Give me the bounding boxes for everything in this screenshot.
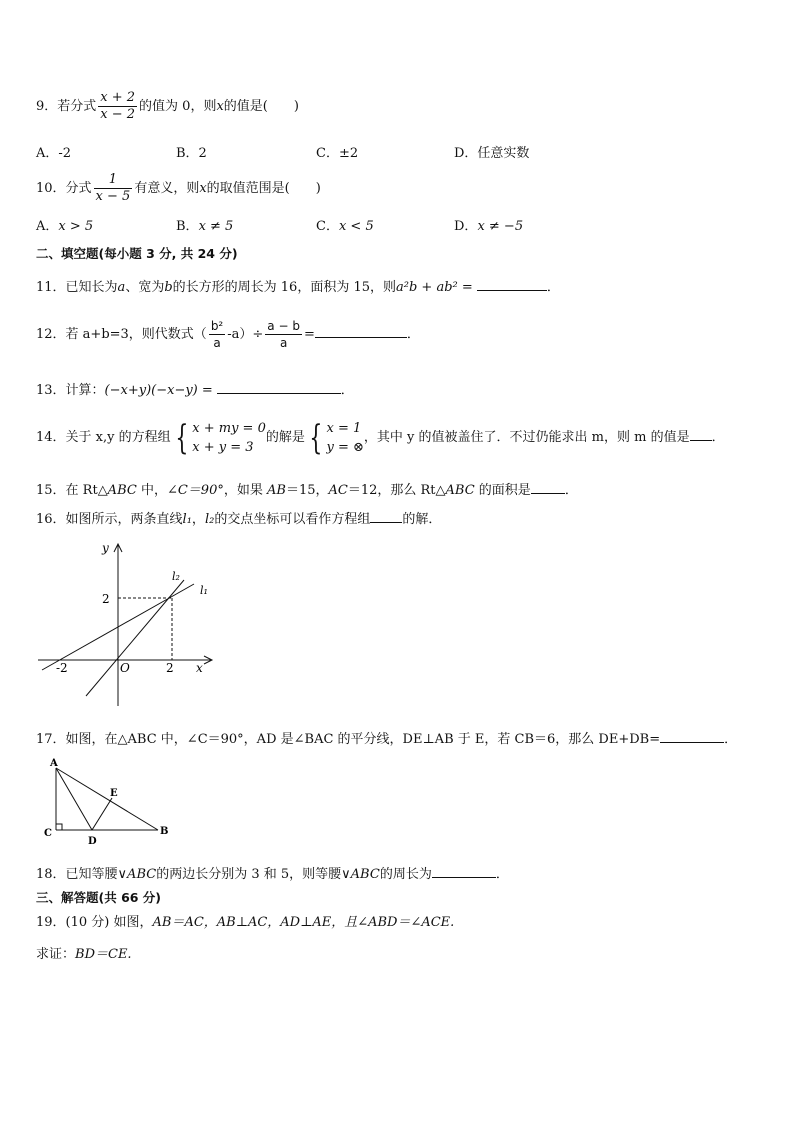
q12-p2: -a）÷ bbox=[227, 327, 264, 342]
q11-stem bbox=[36, 276, 560, 297]
segment-DE bbox=[92, 798, 112, 830]
q9-fraction bbox=[98, 90, 137, 123]
q9-prefix: 9．若分式 bbox=[36, 99, 97, 114]
q10-option-a[interactable] bbox=[36, 218, 93, 236]
q9-option-b[interactable]: B．2 bbox=[176, 146, 207, 161]
q16-answer-blank[interactable] bbox=[370, 508, 402, 523]
q15-tri: △ABC bbox=[97, 483, 137, 498]
q19-p1: 19．(10 分) 如图， bbox=[36, 915, 153, 930]
q11-a: a bbox=[117, 280, 126, 295]
l2-label: l₂ bbox=[172, 570, 180, 583]
q10-var: x bbox=[199, 181, 207, 196]
segment-AD bbox=[56, 768, 92, 830]
q15-answer-blank[interactable] bbox=[531, 479, 565, 494]
q19-proof-statement: BD＝CE. bbox=[75, 947, 132, 962]
q18-tri2: ∨ABC bbox=[341, 867, 380, 882]
q15-ac: AC bbox=[328, 483, 348, 498]
q10-option-d-label: D． bbox=[454, 219, 478, 234]
q12-f2-denominator: a bbox=[279, 336, 288, 350]
q10-denominator: x − 5 bbox=[95, 189, 131, 204]
q10-option-d-math: x ≠ −5 bbox=[477, 219, 524, 234]
q12-f2-numerator: a − b bbox=[267, 319, 300, 333]
q9-option-a[interactable]: A．-2 bbox=[36, 146, 72, 161]
q12-fraction-2 bbox=[265, 318, 302, 351]
right-angle-icon bbox=[56, 824, 62, 830]
q10-option-c-math: x < 5 bbox=[338, 219, 374, 234]
q16-l1: l₁ bbox=[182, 512, 192, 527]
q15-cond: ∠C＝90° bbox=[166, 483, 224, 498]
q9-var: x bbox=[216, 99, 224, 114]
q16-l2: l₂ bbox=[204, 512, 215, 527]
q14-eq1: x + my = 0 bbox=[192, 420, 266, 436]
q15-stem bbox=[36, 479, 578, 500]
q10-option-c-label: C． bbox=[316, 219, 339, 234]
x-axis-label: x bbox=[196, 661, 203, 675]
q13-stem bbox=[36, 379, 354, 400]
q15-tri2: △ABC bbox=[435, 483, 475, 498]
q10-option-b-label: B． bbox=[176, 219, 199, 234]
q11-b: b bbox=[164, 280, 173, 295]
q10-numerator: 1 bbox=[94, 172, 133, 189]
q18-p2: 的两边长分别为 3 和 5，则等腰 bbox=[156, 867, 342, 882]
q14-p1: 14．关于 x,y 的方程组 bbox=[36, 430, 171, 445]
q17-end: ． bbox=[724, 732, 738, 747]
line-l2 bbox=[86, 580, 184, 696]
q13-end: ． bbox=[340, 383, 354, 398]
q17-text: 17．如图，在△ABC 中，∠C＝90°，AD 是∠BAC 的平分线，DE⊥AB 于 E，若 CB＝6，那么 DE+DB= bbox=[36, 732, 661, 747]
q13-answer-blank[interactable] bbox=[217, 379, 341, 394]
q10-option-a-math: x > 5 bbox=[58, 219, 94, 234]
q13-expr: (−x+y)(−x−y) = bbox=[104, 383, 213, 398]
q12-p1: 12．若 a+b=3，则代数式（ bbox=[36, 327, 207, 342]
q12-answer-blank[interactable] bbox=[315, 323, 407, 338]
q9-stem bbox=[36, 90, 299, 123]
q19-stem bbox=[36, 914, 454, 932]
q17-stem bbox=[36, 728, 737, 749]
q10-suffix: 的取值范围是( ) bbox=[206, 181, 321, 196]
q12-f1-numerator: b² bbox=[210, 319, 224, 333]
q9-numerator: x + 2 bbox=[100, 90, 136, 105]
q10-stem bbox=[36, 172, 321, 205]
q9-suffix: 的值是( ) bbox=[223, 99, 299, 114]
q14-s1: x = 1 bbox=[326, 420, 362, 436]
q11-answer-blank[interactable] bbox=[477, 276, 547, 291]
section2-title: 二、填空题(每小题 3 分, 共 24 分) bbox=[36, 246, 238, 261]
y-tick-2: 2 bbox=[102, 592, 110, 606]
q19-proof bbox=[36, 946, 132, 964]
q10-option-b-math: x ≠ 5 bbox=[198, 219, 234, 234]
q16-stem bbox=[36, 508, 441, 529]
q12-p3: = bbox=[303, 327, 315, 342]
q14-s2: y = ⊗ bbox=[326, 439, 364, 455]
q10-option-d[interactable] bbox=[454, 218, 523, 236]
q13-p1: 13．计算： bbox=[36, 383, 105, 398]
q11-p4: = bbox=[457, 280, 477, 295]
q19-cond: AB＝AC，AB⊥AC，AD⊥AE，且∠ABD＝∠ACE. bbox=[152, 915, 455, 930]
q9-mid: 的值为 0，则 bbox=[139, 99, 217, 114]
q16-p2: 的交点坐标可以看作方程组 bbox=[214, 512, 371, 527]
q18-tri: ∨ABC bbox=[117, 867, 157, 882]
q9-option-c[interactable]: C．±2 bbox=[316, 146, 359, 161]
q19-proof-label: 求证： bbox=[36, 947, 76, 962]
q14-p2: 的解是 bbox=[265, 430, 305, 445]
vertex-D: D bbox=[88, 836, 97, 847]
l1-label: l₁ bbox=[200, 584, 208, 597]
q14-brace-1: { bbox=[174, 417, 188, 458]
q11-expr: a²b + ab² bbox=[396, 280, 458, 295]
q14-solution bbox=[327, 419, 364, 457]
q11-p3: 的长方形的周长为 16，面积为 15，则 bbox=[172, 280, 397, 295]
q18-stem bbox=[36, 863, 509, 884]
q17-figure bbox=[38, 756, 178, 848]
x-tick-2: 2 bbox=[166, 661, 174, 675]
q18-end: ． bbox=[495, 867, 509, 882]
vertex-C: C bbox=[44, 828, 52, 839]
side-AB bbox=[56, 768, 158, 830]
q16-p3: 的解． bbox=[402, 512, 442, 527]
q15-p2: 中， bbox=[136, 483, 167, 498]
q11-p1: 11．已知长为 bbox=[36, 280, 118, 295]
q10-option-c[interactable] bbox=[316, 218, 374, 236]
q12-stem bbox=[36, 318, 420, 351]
q15-p1: 15．在 Rt bbox=[36, 483, 98, 498]
y-axis-label: y bbox=[102, 541, 109, 555]
q18-p3: 的周长为 bbox=[379, 867, 432, 882]
q11-p2: 、宽为 bbox=[125, 280, 165, 295]
q14-answer-blank[interactable] bbox=[690, 426, 712, 441]
q14-p3: ，其中 y 的值被盖住了．不过仍能求出 m，则 m 的值是 bbox=[363, 430, 690, 445]
vertex-A: A bbox=[50, 758, 58, 769]
q12-f1-denominator: a bbox=[213, 336, 221, 350]
q16-comma: ， bbox=[191, 512, 205, 527]
q14-system bbox=[192, 419, 266, 457]
q10-option-a-label: A． bbox=[36, 219, 59, 234]
q10-mid: 有意义，则 bbox=[134, 181, 200, 196]
q14-eq2: x + y = 3 bbox=[192, 439, 254, 455]
q15-p6: 的面积是 bbox=[474, 483, 531, 498]
q10-option-b[interactable] bbox=[176, 218, 233, 236]
q11-end: ． bbox=[546, 280, 560, 295]
q18-answer-blank[interactable] bbox=[432, 863, 496, 878]
q14-brace-2: { bbox=[309, 417, 323, 458]
q15-p4: ＝15， bbox=[285, 483, 329, 498]
x-tick-neg2: -2 bbox=[56, 661, 68, 675]
q15-end: ． bbox=[564, 483, 578, 498]
origin-label: O bbox=[120, 661, 130, 675]
q15-ab: AB bbox=[267, 483, 286, 498]
q10-fraction bbox=[94, 172, 133, 205]
q15-p3: ，如果 bbox=[223, 483, 267, 498]
q18-p1: 18．已知等腰 bbox=[36, 867, 118, 882]
q16-p1: 16．如图所示，两条直线 bbox=[36, 512, 183, 527]
q16-graph bbox=[34, 538, 224, 708]
q17-answer-blank[interactable] bbox=[660, 728, 724, 743]
q9-option-d[interactable]: D．任意实数 bbox=[454, 146, 530, 161]
q10-prefix: 10．分式 bbox=[36, 181, 92, 196]
q14-stem bbox=[36, 418, 725, 458]
section3-title: 三、解答题(共 66 分) bbox=[36, 890, 162, 905]
q9-denominator: x − 2 bbox=[100, 107, 136, 122]
vertex-B: B bbox=[160, 826, 169, 837]
q12-fraction-1 bbox=[209, 318, 225, 351]
q14-end: ． bbox=[711, 430, 725, 445]
q15-p5: ＝12，那么 Rt bbox=[347, 483, 436, 498]
q12-end: ． bbox=[406, 327, 420, 342]
vertex-E: E bbox=[110, 788, 118, 799]
